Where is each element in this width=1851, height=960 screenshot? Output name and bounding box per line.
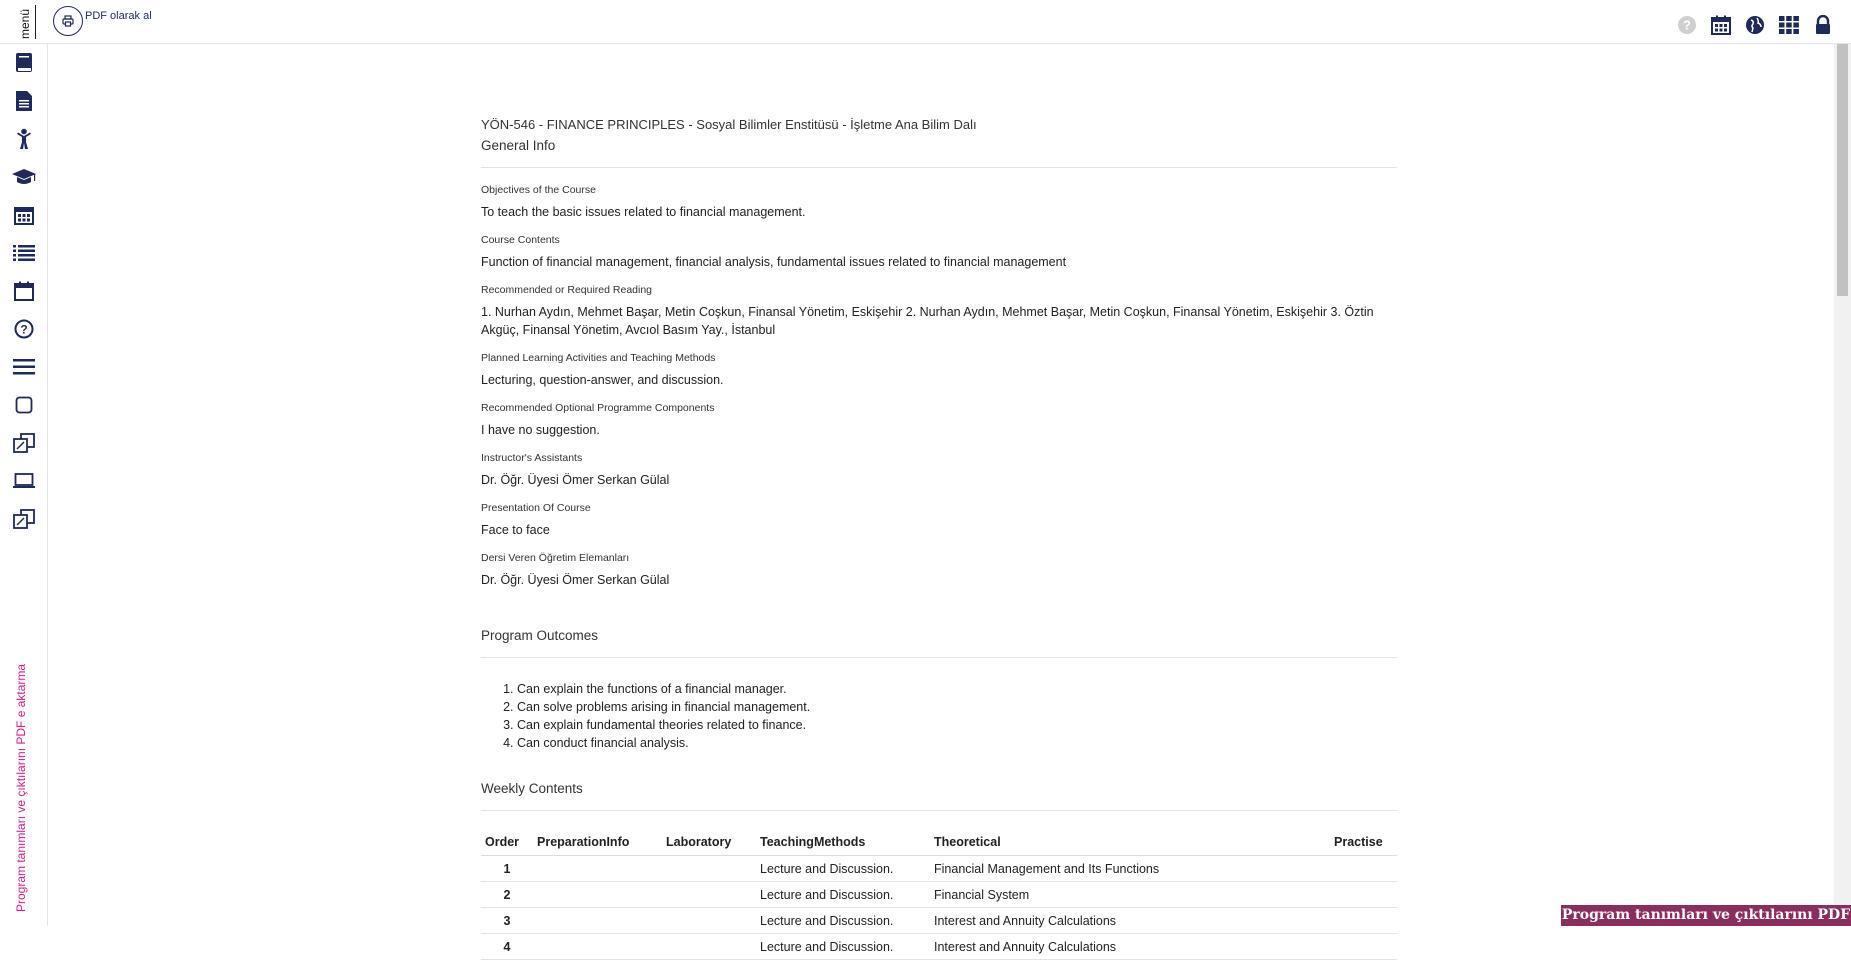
- apps-grid-icon[interactable]: [1778, 14, 1800, 36]
- column-header: Laboratory: [662, 829, 756, 856]
- program-outcomes-heading: Program Outcomes: [481, 628, 599, 643]
- cell-practise: [1330, 856, 1397, 882]
- field-contents: [481, 233, 1397, 271]
- field-instructors: [481, 551, 1397, 589]
- divider: [481, 810, 1397, 811]
- cell-method: Lecture and Discussion.: [756, 934, 930, 960]
- column-header: PreparationInfo: [533, 829, 662, 856]
- field-label: Instructor's Assistants: [481, 452, 583, 464]
- sidebar-item-graduation[interactable]: [0, 158, 48, 196]
- column-header: Theoretical: [930, 829, 1330, 856]
- scrollbar-thumb[interactable]: [1837, 44, 1848, 296]
- calendar-outline-icon: [14, 281, 34, 301]
- cell-practise: [1330, 908, 1397, 934]
- table-row: [481, 856, 1397, 882]
- field-label: Planned Learning Activities and Teaching Methods: [481, 352, 716, 364]
- field-reading: [481, 283, 1397, 339]
- cell-order: 4: [481, 934, 533, 960]
- field-label: Course Contents: [481, 234, 560, 246]
- sidebar-item-list[interactable]: [0, 234, 48, 272]
- pdf-export-button[interactable]: [53, 6, 152, 36]
- cell-method: Lecture and Discussion.: [756, 882, 930, 908]
- field-learning-activities: [481, 351, 1397, 389]
- field-value: I have no suggestion.: [481, 423, 600, 437]
- scrollbar[interactable]: [1834, 44, 1851, 926]
- laptop-icon: [12, 472, 36, 490]
- weekly-contents-table: [481, 829, 1397, 960]
- sidebar-item-menu[interactable]: [0, 348, 48, 386]
- sidebar-item-help[interactable]: [0, 310, 48, 348]
- cell-practise: [1330, 882, 1397, 908]
- table-header-row: [481, 829, 1397, 856]
- calendar-icon[interactable]: [1710, 14, 1732, 36]
- list-icon: [13, 244, 35, 262]
- table-row: [481, 934, 1397, 960]
- field-label: Objectives of the Course: [481, 184, 596, 196]
- list-item: 3. Can explain fundamental theories related to finance.: [517, 716, 1397, 734]
- cell-theoretical: Financial System: [930, 882, 1330, 908]
- pdf-export-banner[interactable]: Program tanımları ve çıktılarını PDF e aktarma: [1561, 907, 1851, 944]
- list-item: 4. Can conduct financial analysis.: [517, 734, 1397, 752]
- general-info-heading: General Info: [481, 138, 556, 153]
- sidebar-item-copy[interactable]: [0, 424, 48, 462]
- field-assistants: [481, 451, 1397, 489]
- menu-label[interactable]: menü: [18, 8, 32, 39]
- sidebar-item-person[interactable]: [0, 120, 48, 158]
- person-icon: [15, 128, 33, 150]
- sidebar-item-copy-2[interactable]: [0, 500, 48, 538]
- document-icon: [15, 90, 33, 112]
- column-header: TeachingMethods: [756, 829, 930, 856]
- divider: [481, 657, 1397, 658]
- cell-prep: [533, 908, 662, 934]
- copy-icon: [13, 433, 35, 453]
- menu-toggle[interactable]: [18, 5, 36, 39]
- field-value: To teach the basic issues related to financial management.: [481, 205, 806, 219]
- field-value: 1. Nurhan Aydın, Mehmet Başar, Metin Coşkun, Finansal Yönetim, Eskişehir 2. Nurhan Aydın, Mehmet Başar, Metin Coşkun, Finansal Yönetim, Eskişehir 3. Öztin Akgüç, Finansal Yönetim, Avcıol Basım Yay., İstanbul: [481, 305, 1374, 337]
- sidebar-pdf-export-link[interactable]: Program tanımları ve çıktılarını PDF e aktarma: [14, 663, 28, 912]
- program-outcomes-list: [481, 680, 1397, 752]
- cell-lab: [662, 882, 756, 908]
- field-presentation: [481, 501, 1397, 539]
- cell-prep: [533, 934, 662, 960]
- cell-theoretical: Interest and Annuity Calculations: [930, 908, 1330, 934]
- svg-text:?: ?: [20, 322, 28, 337]
- table-row: [481, 908, 1397, 934]
- field-value: Dr. Öğr. Üyesi Ömer Serkan Gülal: [481, 473, 670, 487]
- sidebar-item-book[interactable]: [0, 44, 48, 82]
- cell-prep: [533, 856, 662, 882]
- cell-order: 3: [481, 908, 533, 934]
- field-label: Dersi Veren Öğretim Elemanları: [481, 552, 630, 564]
- sidebar-item-laptop[interactable]: [0, 462, 48, 500]
- field-value: Dr. Öğr. Üyesi Ömer Serkan Gülal: [481, 573, 670, 587]
- list-item: 1. Can explain the functions of a financial manager.: [517, 680, 1397, 698]
- column-header: Order: [481, 829, 533, 856]
- cell-lab: [662, 908, 756, 934]
- main-content: [481, 115, 1397, 960]
- svg-text:?: ?: [1683, 17, 1691, 33]
- sidebar-item-schedule[interactable]: [0, 272, 48, 310]
- calendar-icon: [14, 205, 34, 225]
- field-label: Recommended Optional Programme Components: [481, 402, 715, 414]
- divider: [481, 167, 1397, 168]
- table-row: [481, 882, 1397, 908]
- graduation-cap-icon: [11, 167, 37, 187]
- cell-prep: [533, 882, 662, 908]
- top-bar: [0, 0, 1851, 44]
- field-value: Lecturing, question-answer, and discussion.: [481, 373, 724, 387]
- square-icon: [15, 396, 33, 414]
- list-item: 2. Can solve problems arising in financial management.: [517, 698, 1397, 716]
- help-circle-icon: [14, 319, 34, 339]
- pdf-button-label[interactable]: PDF olarak al: [85, 10, 152, 22]
- sidebar-item-document[interactable]: [0, 82, 48, 120]
- sidebar-item-square[interactable]: [0, 386, 48, 424]
- field-value: Function of financial management, financial analysis, fundamental issues related to financial management: [481, 255, 1067, 269]
- cell-practise: [1330, 934, 1397, 960]
- column-header: Practise: [1330, 829, 1397, 856]
- printer-icon[interactable]: [53, 6, 83, 36]
- field-optional-components: [481, 401, 1397, 439]
- globe-icon[interactable]: [1744, 14, 1766, 36]
- bars-icon: [13, 358, 35, 376]
- copy-icon-2: [13, 509, 35, 529]
- sidebar-item-calendar[interactable]: [0, 196, 48, 234]
- cell-order: 2: [481, 882, 533, 908]
- cell-theoretical: Interest and Annuity Calculations: [930, 934, 1330, 960]
- cell-method: Lecture and Discussion.: [756, 856, 930, 882]
- cell-lab: [662, 934, 756, 960]
- book-icon: [14, 52, 34, 74]
- field-objectives: [481, 183, 1397, 221]
- help-icon[interactable]: [1676, 14, 1698, 36]
- field-label: Recommended or Required Reading: [481, 284, 653, 296]
- cell-lab: [662, 856, 756, 882]
- cell-order: 1: [481, 856, 533, 882]
- field-label: Presentation Of Course: [481, 502, 591, 514]
- course-title: YÖN-546 - FINANCE PRINCIPLES - Sosyal Bilimler Enstitüsü - İşletme Ana Bilim Dalı: [481, 117, 977, 132]
- cell-theoretical: Financial Management and Its Functions: [930, 856, 1330, 882]
- weekly-contents-heading: Weekly Contents: [481, 781, 583, 796]
- lock-icon[interactable]: [1812, 14, 1834, 36]
- cell-method: Lecture and Discussion.: [756, 908, 930, 934]
- field-value: Face to face: [481, 523, 550, 537]
